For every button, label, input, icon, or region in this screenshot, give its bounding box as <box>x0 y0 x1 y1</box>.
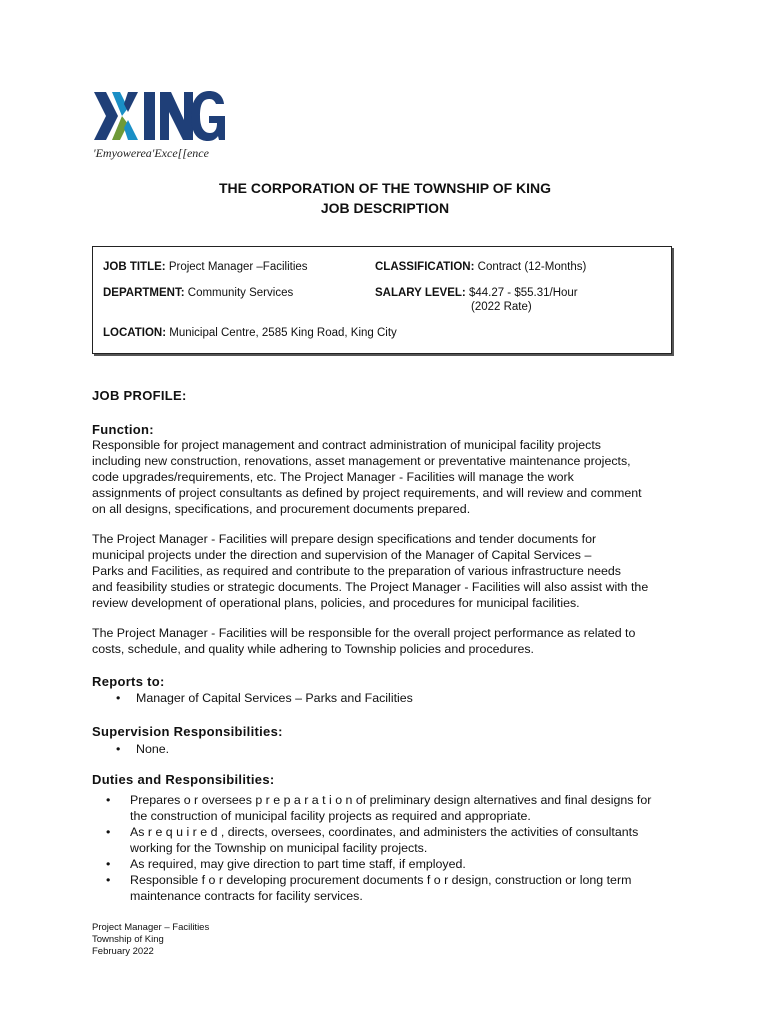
duty-line: As r e q u i r e d , directs, oversees, coordinates, and administers the activities of consultants <box>130 825 639 839</box>
list-item <box>106 856 696 872</box>
paragraph-line: Responsible for project management and contract administration of municipal facility projects <box>92 438 601 452</box>
location-value: Municipal Centre, 2585 King Road, King City <box>169 327 397 339</box>
logo-letter-g <box>191 91 225 141</box>
supervision-item: None. <box>136 742 170 756</box>
bullet-icon: • <box>116 742 121 756</box>
paragraph-line: Parks and Facilities, as required and contribute to the preparation of various infrastructure needs <box>92 564 621 578</box>
job-profile-heading: JOB PROFILE: <box>92 388 187 403</box>
duties-heading: Duties and Responsibilities: <box>92 772 275 787</box>
bullet-icon: • <box>106 825 111 839</box>
bullet-icon: • <box>106 873 111 887</box>
list-item <box>116 690 676 706</box>
duty-line: Responsible f o r developing procurement documents f o r design, construction or long term <box>130 873 632 887</box>
function-paragraph-3 <box>92 625 688 657</box>
king-logo <box>92 90 227 142</box>
paragraph-line: The Project Manager - Facilities will prepare design specifications and tender documents for <box>92 532 597 546</box>
paragraph-line: review development of operational plans, policies, and procedures for municipal facilities. <box>92 596 580 610</box>
logo-k-left-chevron <box>94 92 118 140</box>
document-title: JOB DESCRIPTION <box>320 200 450 216</box>
function-heading: Function: <box>92 422 154 437</box>
footer-job-title: Project Manager – Facilities <box>92 922 210 933</box>
function-paragraph-2 <box>92 531 688 611</box>
duty-line: As required, may give direction to part time staff, if employed. <box>130 857 466 871</box>
bullet-icon: • <box>116 691 121 705</box>
job-title-label: JOB TITLE: <box>103 261 166 273</box>
paragraph-line: municipal projects under the direction and supervision of the Manager of Capital Services – <box>92 548 592 562</box>
paragraph-line: code upgrades/requirements, etc. The Project Manager - Facilities will manage the work <box>92 470 574 484</box>
location-label: LOCATION: <box>103 327 167 339</box>
reports-to-item: Manager of Capital Services – Parks and Facilities <box>136 691 413 705</box>
footer-township: Township of King <box>92 934 164 945</box>
paragraph-line: assignments of project consultants as defined by project requirements, and will review and comment <box>92 486 642 500</box>
list-item <box>106 792 696 824</box>
job-info-box <box>92 246 672 354</box>
department-value: Community Services <box>187 287 294 299</box>
bullet-icon: • <box>106 857 111 871</box>
paragraph-line: including new construction, renovations, asset management or preventative maintenance projects, <box>92 454 631 468</box>
duty-text <box>130 824 696 856</box>
list-item <box>106 872 696 904</box>
paragraph-line: costs, schedule, and quality while adhering to Township policies and procedures. <box>92 642 534 656</box>
list-item <box>116 741 676 757</box>
duty-line: Prepares o r oversees p r e p a r a t i o n of preliminary design alternatives and final designs for <box>130 793 652 807</box>
classification-row <box>375 261 586 273</box>
logo-letter-i <box>144 92 155 140</box>
logo-letter-n <box>160 92 193 140</box>
duty-text <box>130 856 696 872</box>
salary-row <box>375 287 578 299</box>
department-row <box>103 287 293 299</box>
salary-value: $44.27 - $55.31/Hour <box>468 287 578 299</box>
paragraph-line: The Project Manager - Facilities will be responsible for the overall project performance as related to <box>92 626 636 640</box>
department-label: DEPARTMENT: <box>103 287 185 299</box>
classification-value: Contract (12-Months) <box>477 261 587 273</box>
logo-tagline: 'Emyowerea'Exce[[ence <box>93 146 209 160</box>
page-footer <box>92 922 209 958</box>
function-paragraph-1 <box>92 437 688 517</box>
salary-note: (2022 Rate) <box>471 301 532 313</box>
classification-label: CLASSIFICATION: <box>375 261 475 273</box>
duty-line: working for the Township on municipal facility projects. <box>130 841 428 855</box>
supervision-heading: Supervision Responsibilities: <box>92 724 283 739</box>
paragraph-line: on all designs, specifications, and procurement documents prepared. <box>92 502 471 516</box>
location-row <box>103 327 397 339</box>
duty-text <box>130 792 696 824</box>
duty-line: maintenance contracts for facility services. <box>130 889 363 903</box>
bullet-icon: • <box>106 793 111 807</box>
job-title-value: Project Manager –Facilities <box>168 261 308 273</box>
list-item <box>106 824 696 856</box>
footer-date: February 2022 <box>92 946 154 957</box>
duty-text <box>130 872 696 904</box>
paragraph-line: and feasibility studies or strategic documents. The Project Manager - Facilities will also assist with the <box>92 580 649 594</box>
job-title-row <box>103 261 308 273</box>
salary-label: SALARY LEVEL: <box>375 287 466 299</box>
corporation-title: THE CORPORATION OF THE TOWNSHIP OF KING <box>218 180 552 196</box>
reports-to-heading: Reports to: <box>92 674 165 689</box>
duty-line: the construction of municipal facility projects as required and appropriate. <box>130 809 531 823</box>
